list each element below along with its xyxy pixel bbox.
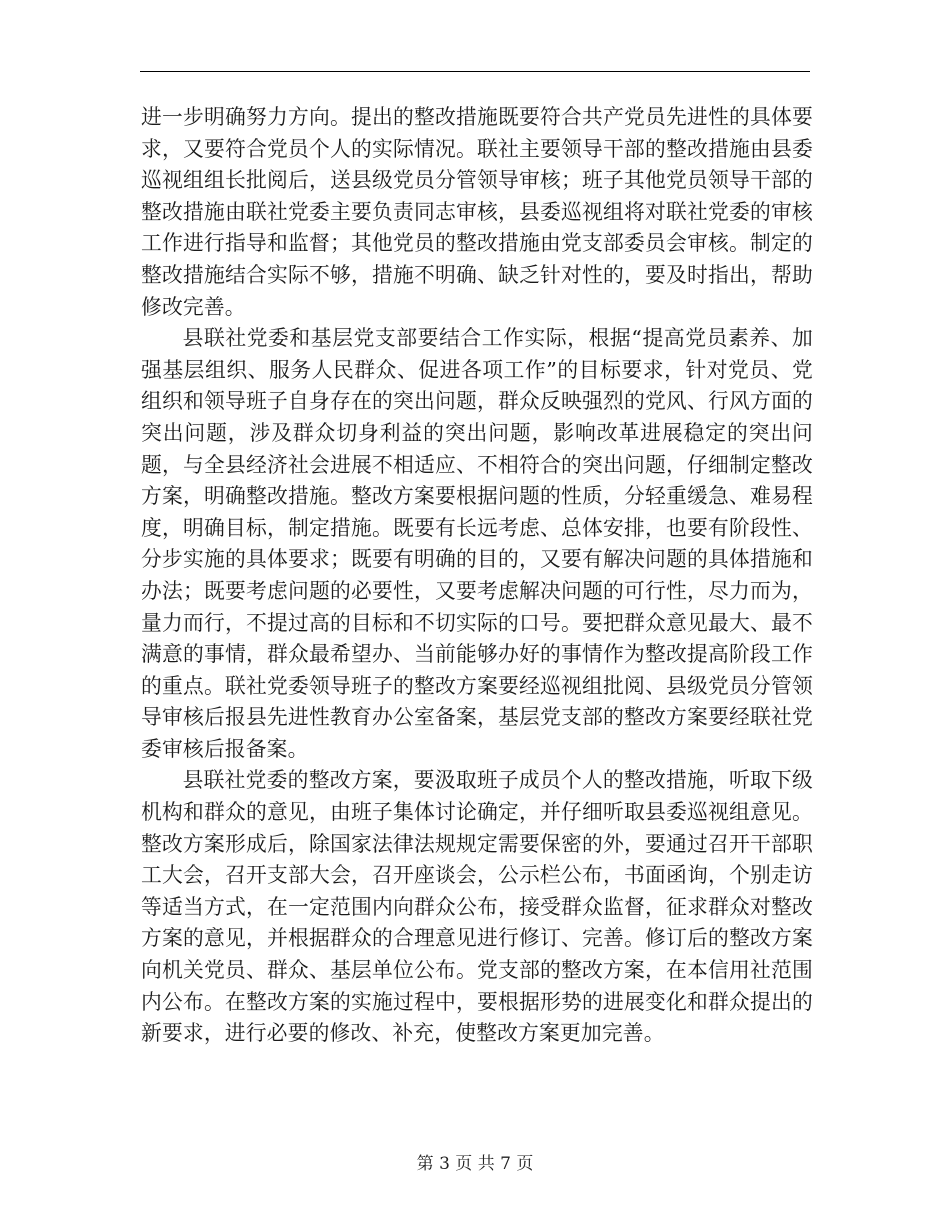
- page-number-footer: 第 3 页 共 7 页: [416, 1154, 534, 1174]
- paragraph-2: 县联社党委和基层党支部要结合工作实际，根据“提高党员素养、加强基层组织、服务人民群众、促进各项工作”的目标要求，针对党员、党组织和领导班子自身存在的突出问题，群众反映强烈的党风、行风方面的突出问题，涉及群众切身利益的突出问题，影响改革进展稳定的突出问题，与全县经济社会进展不相适应、不相符合的突出问题，仔细制定整改方案，明确整改措施。整改方案要根据问题的性质，分轻重缓急、难易程度，明确目标，制定措施。既要有长远考虑、总体安排，也要有阶段性、分步实施的具体要求；既要有明确的目的，又要有解决问题的具体措施和办法；既要考虑问题的必要性，又要考虑解决问题的可行性，尽力而为，量力而行，不提过高的目标和不切实际的口号。要把群众意见最大、最不满意的事情，群众最希望办、当前能够办好的事情作为整改提高阶段工作的重点。联社党委领导班子的整改方案要经巡视组批阅、县级党员分管领导审核后报县先进性教育办公室备案，基层党支部的整改方案要经联社党委审核后报备案。: [141, 326, 813, 761]
- header-rule: [140, 71, 810, 72]
- document-body: [141, 102, 813, 1050]
- paragraph-3: 县联社党委的整改方案，要汲取班子成员个人的整改措施，听取下级机构和群众的意见，由班子集体讨论确定，并仔细听取县委巡视组意见。整改方案形成后，除国家法律法规规定需要保密的外，要通过召开干部职工大会，召开支部大会，召开座谈会，公示栏公布，书面函询，个别走访等适当方式，在一定范围内向群众公布，接受群众监督，征求群众对整改方案的意见，并根据群众的合理意见进行修订、完善。修订后的整改方案向机关党员、群众、基层单位公布。党支部的整改方案，在本信用社范围内公布。在整改方案的实施过程中，要根据形势的进展变化和群众提出的新要求，进行必要的修改、补充，使整改方案更加完善。: [141, 768, 813, 1046]
- paragraph-1: 进一步明确努力方向。提出的整改措施既要符合共产党员先进性的具体要求，又要符合党员个人的实际情况。联社主要领导干部的整改措施由县委巡视组组长批阅后，送县级党员分管领导审核；班子其他党员领导干部的整改措施由联社党委主要负责同志审核，县委巡视组将对联社党委的审核工作进行指导和监督；其他党员的整改措施由党支部委员会审核。制定的整改措施结合实际不够，措施不明确、缺乏针对性的，要及时指出，帮助修改完善。: [141, 105, 813, 319]
